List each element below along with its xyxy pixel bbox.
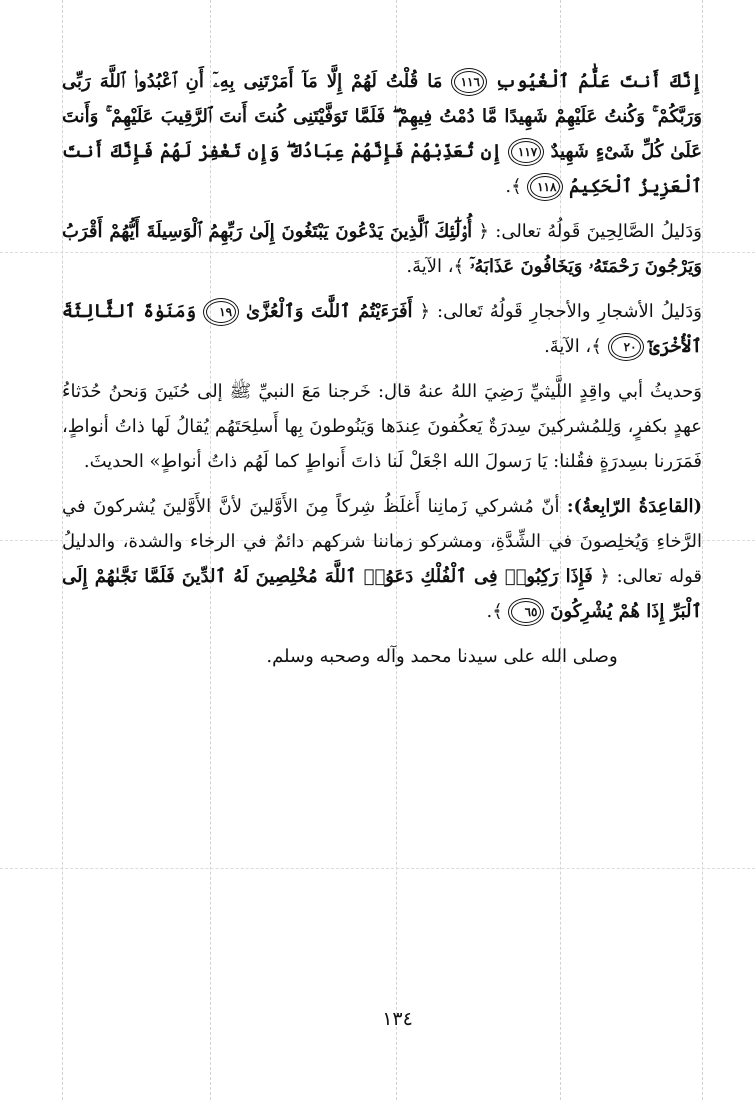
quran-verse-text: فَإِذَا رَكِبُوا۟ فِى ٱلْفُلْكِ دَعَوُا۟ ٱللَّهَ مُخْلِصِينَ لَهُ ٱلدِّينَ فَلَمَّا نَجَّىٰهُمْ إِلَى ٱلْبَرِّ إِذَا هُمْ يُشْرِكُونَ (62, 566, 702, 622)
body-text: ﴾، الآيةَ. (406, 256, 465, 277)
body-text: وصلى الله على سيدنا محمد وآله وصحبه وسلم. (266, 646, 618, 667)
paragraph (62, 214, 702, 284)
closing-line (62, 639, 702, 674)
body-text: ﴾. (486, 601, 503, 622)
ayah-number-marker: ١٩ (206, 301, 236, 323)
paragraph (62, 294, 702, 364)
page-body (62, 64, 702, 1064)
ayah-number-marker: ٢٠ (611, 336, 641, 358)
quran-verse-text: وَمَنَوٰةَ ٱلثَّالِثَةَ ٱلْأُخْرَىٰٓ (62, 301, 702, 357)
paragraph (62, 374, 702, 479)
page-number: ١٣٤ (382, 1008, 413, 1030)
ayah-number-marker: ١١٧ (511, 141, 541, 163)
body-text: وَدَليلُ الأشجارِ والأحجارِ قَولُهُ تَعالى: ﴿ (419, 301, 702, 322)
body-text: ﴾. (505, 176, 522, 197)
ayah-number-marker: ١١٦ (454, 71, 484, 93)
body-text: ﴾، الآيةَ. (544, 336, 602, 357)
paragraph (62, 489, 702, 629)
paragraph-list (62, 64, 702, 674)
quran-verse-text: أُو۟لَٰٓئِكَ ٱلَّذِينَ يَدْعُونَ يَبْتَغُونَ إِلَىٰ رَبِّهِمُ ٱلْوَسِيلَةَ أَيُّهُمْ أَقْرَبُ وَيَرْجُونَ رَحْمَتَهُۥ وَيَخَافُونَ عَذَابَهُۥٓ (62, 221, 702, 277)
quran-verse-text: إِنَّكَ أَنتَ عَلَّٰمُ ٱلْغُيُوبِ (495, 71, 702, 92)
guide-line (702, 0, 703, 1100)
section-heading: (القاعِدَةُ الرّابِعةُ): (566, 496, 702, 517)
body-text: وَدَليلُ الصَّالِحِينَ قَولُهُ تعالى: ﴿ (478, 221, 702, 242)
body-text: وَحديثُ أبي واقِدٍ اللَّيثيِّ رَضِيَ اللهُ عنهُ قال: خَرجنا مَعَ النبيِّ ﷺ إلى حُنَينَ وَنحنُ حُدَثاءُ عهدٍ بكفرٍ، وَلِلمُشركينَ سِدرَةٌ يَعكُفونَ عِندَها وَيَنُوطونَ بِها أَسلِحَتَهُم يُقالُ لَها ذاتُ أنواطٍ، فَمَرَرنا بسِدرَةٍ فقُلنا: يَا رَسولَ الله اجْعَلْ لَنا ذاتَ أَنواطٍ كما لَهُم ذاتُ أنواطٍ» الحديثَ. (62, 381, 702, 472)
body-text: أنّ مُشركي زَمانِنا أَغلَظُ شِركاً مِنَ الأَوَّلينَ لأنَّ الأَوَّلينَ يُشركونَ في الرَّخاءِ وَيُخلِصونَ في الشِّدَّةِ، ومشركو زماننا شركهم دائمٌ في الرخاء والشدة، والدليلُ قوله تعالى: ﴿ (62, 496, 702, 587)
quran-verse-text: أَفَرَءَيْتُمُ ٱللَّٰتَ وَٱلْعُزَّىٰ (246, 301, 413, 322)
quran-verse-text: إِن تُعَذِّبْهُمْ فَإِنَّهُمْ عِبَادُكَ ۖ وَإِن تَغْفِرْ لَهُمْ فَإِنَّكَ أَنتَ ٱلْعَزِيزُ ٱلْحَكِيمُ (62, 141, 702, 197)
quran-verse-text: مَا قُلْتُ لَهُمْ إِلَّا مَآ أَمَرْتَنِى بِهِۦٓ أَنِ ٱعْبُدُوا۟ ٱللَّهَ رَبِّى وَرَبَّكُمْ ۚ وَكُنتُ عَلَيْهِمْ شَهِيدًا مَّا دُمْتُ فِيهِمْ ۖ فَلَمَّا تَوَفَّيْتَنِى كُنتَ أَنتَ ٱلرَّقِيبَ عَلَيْهِمْ ۚ وَأَنتَ عَلَىٰ كُلِّ شَىْءٍ شَهِيدٌ (62, 71, 702, 162)
ayah-number-marker: ١١٨ (530, 176, 560, 198)
paragraph (62, 64, 702, 204)
ayah-number-marker: ٦٥ (511, 601, 541, 623)
